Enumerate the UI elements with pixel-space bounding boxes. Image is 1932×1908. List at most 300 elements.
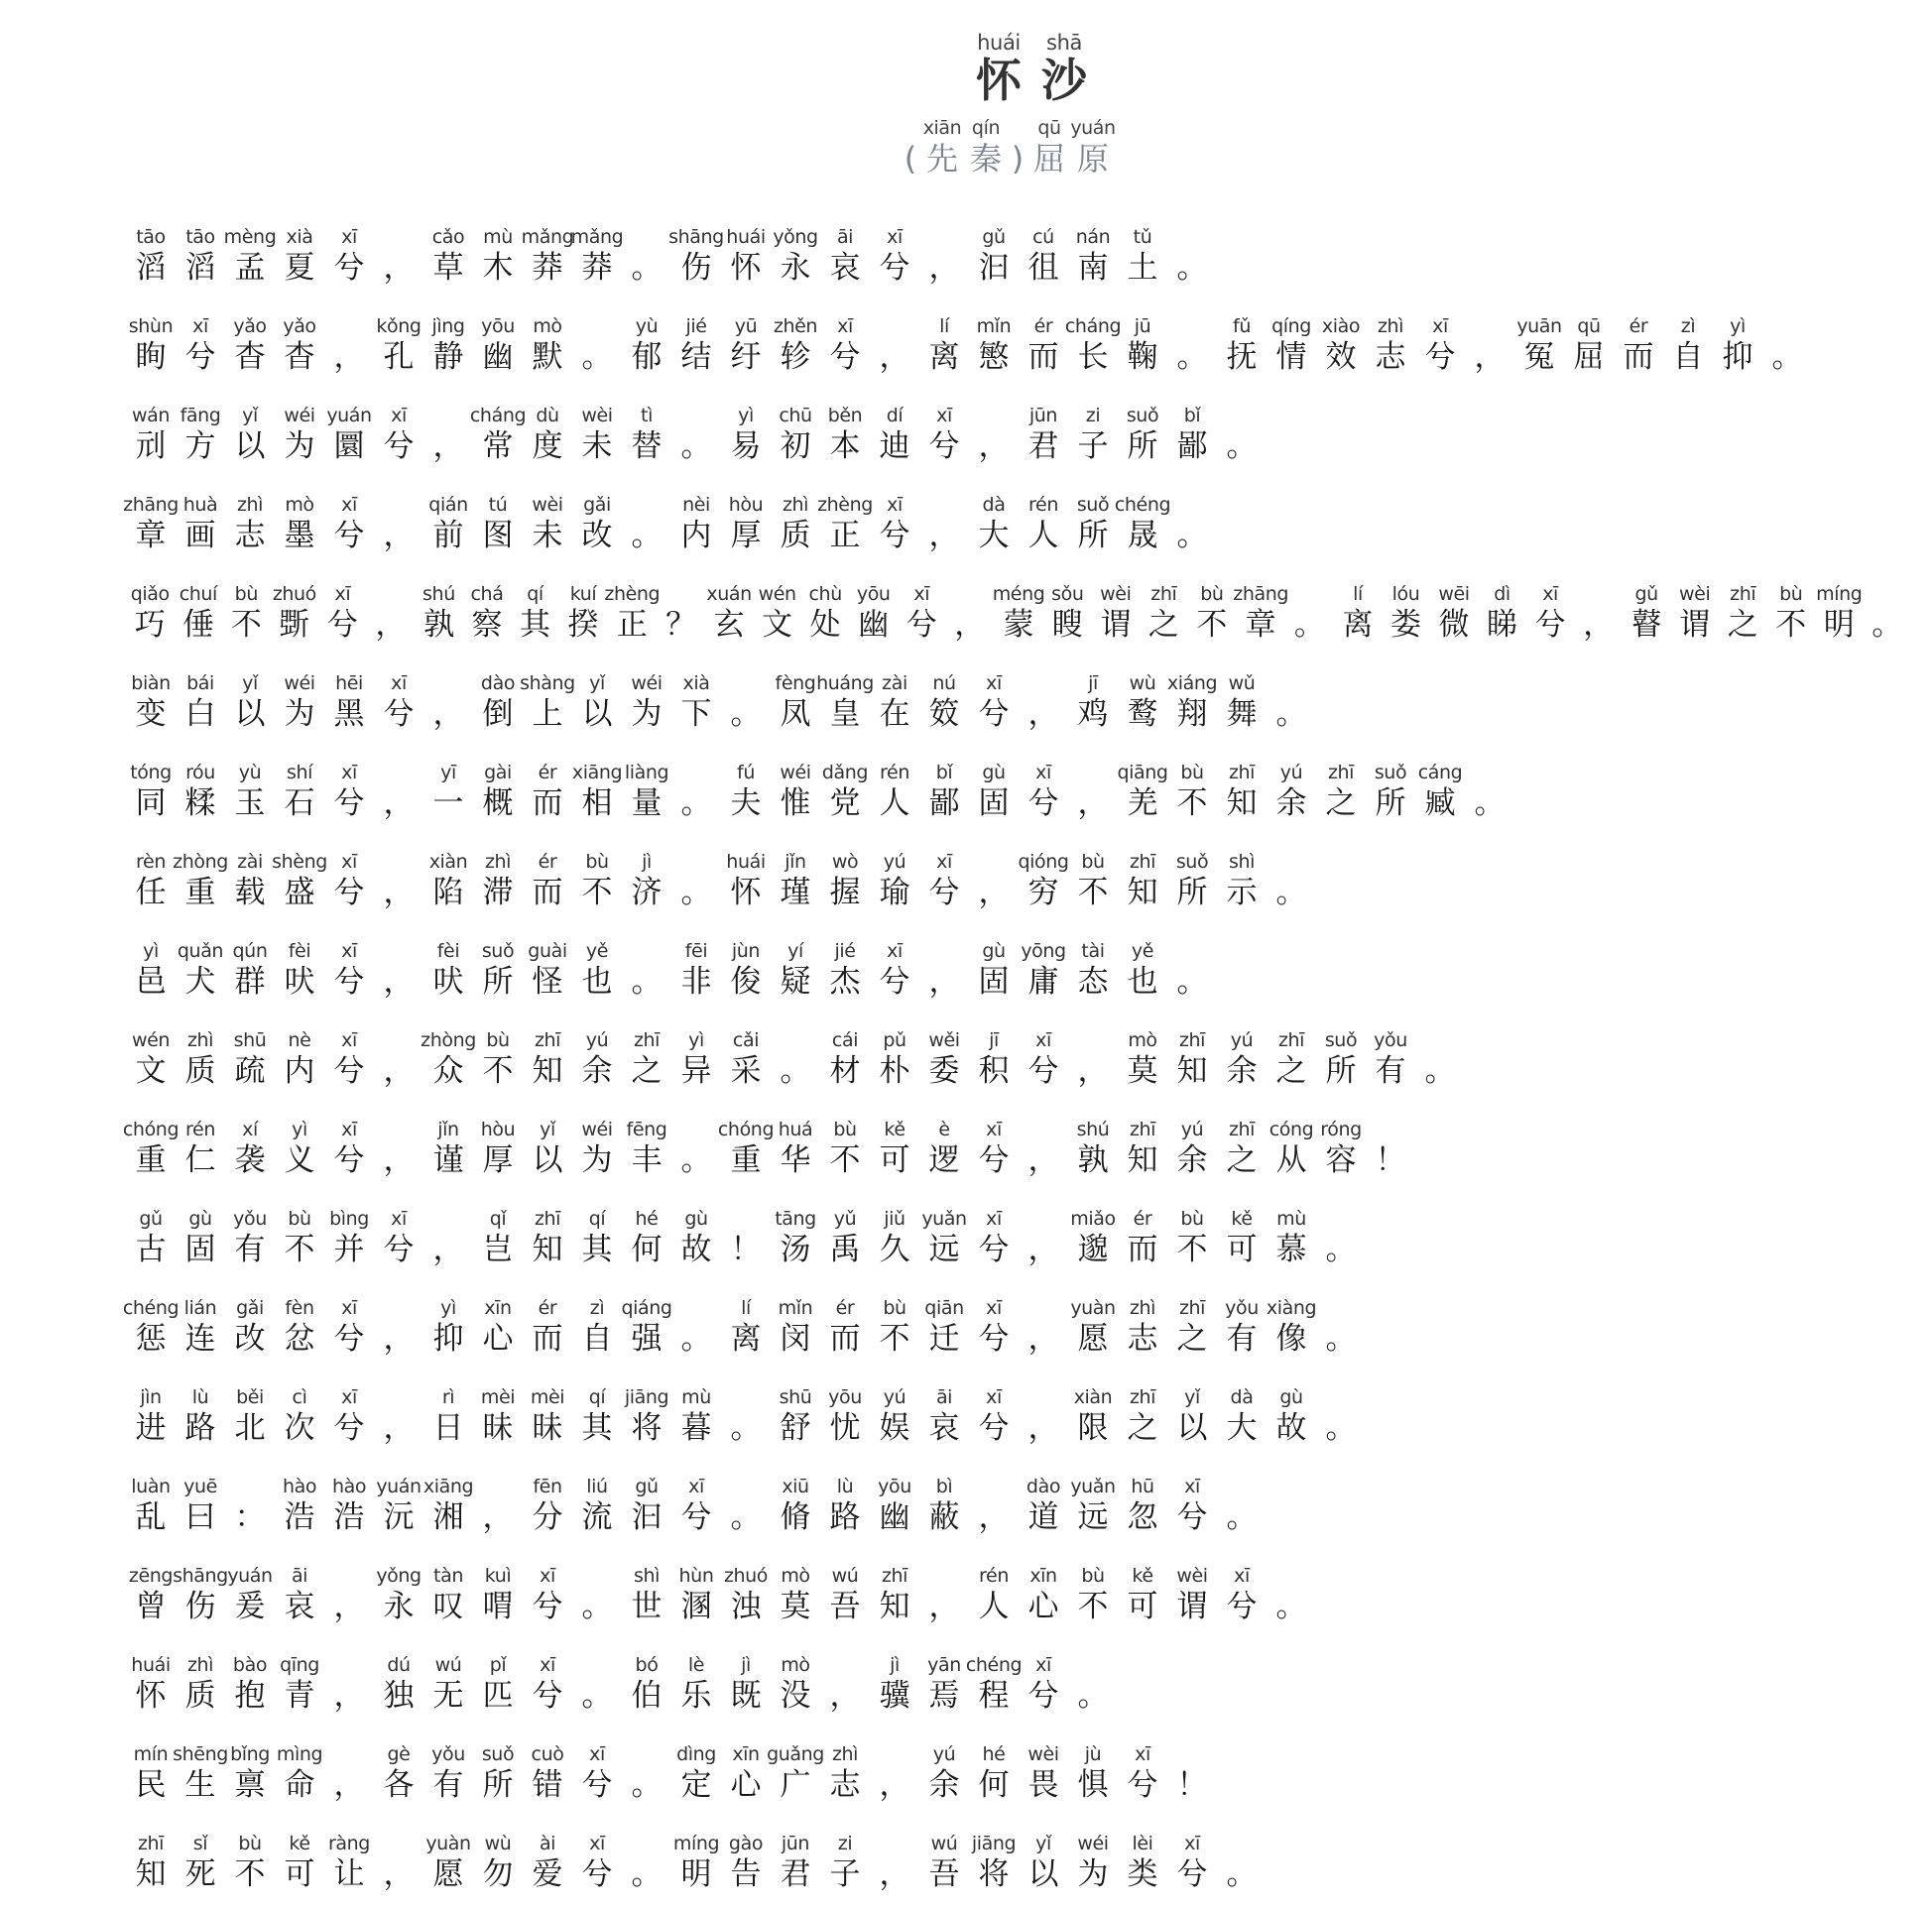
punctuation: 。 [1275, 696, 1307, 732]
character-unit [969, 1119, 1019, 1180]
hanzi: 兮 [333, 875, 365, 910]
pinyin: bù [238, 1833, 262, 1854]
hanzi: 墨 [284, 518, 315, 553]
pinyin: rèn [136, 851, 166, 873]
pinyin: wǔ [1228, 672, 1256, 694]
character-unit [1031, 32, 1097, 107]
character-unit [122, 1297, 180, 1359]
pinyin: jiāng [624, 1386, 669, 1408]
character-unit [919, 1654, 969, 1716]
pinyin: wéi [284, 672, 315, 694]
pinyin: mò [781, 1654, 810, 1676]
character-unit [969, 226, 1019, 288]
character-unit [1118, 405, 1167, 466]
character-unit [820, 1386, 870, 1448]
character-unit [374, 1565, 423, 1626]
character-unit [671, 405, 721, 466]
hanzi: 人 [879, 785, 910, 821]
hanzi: 重 [730, 1142, 762, 1178]
character-unit [1008, 117, 1027, 179]
hanzi: 兮 [333, 1321, 365, 1357]
hanzi: 莫 [780, 1589, 811, 1624]
character-unit [511, 583, 559, 645]
character-unit [126, 851, 176, 912]
character-unit [969, 1743, 1019, 1805]
pinyin: wèi [1176, 1565, 1208, 1587]
pinyin: zhì [186, 1029, 214, 1051]
character-unit [572, 1743, 622, 1805]
character-unit [324, 1565, 374, 1626]
pinyin: yě [585, 940, 609, 962]
character-unit [919, 851, 969, 912]
character-unit [523, 851, 572, 912]
pinyin: mìng [276, 1743, 323, 1765]
hanzi: 郁 [631, 339, 663, 375]
hanzi: 浩 [284, 1499, 315, 1535]
pinyin: huái [726, 226, 766, 248]
character-unit [374, 1297, 423, 1359]
character-unit [1019, 1029, 1068, 1091]
character-unit [1614, 315, 1663, 377]
pinyin: tài [1081, 940, 1105, 962]
character-unit [1415, 1029, 1465, 1091]
hanzi: 为 [284, 696, 315, 732]
character-unit [122, 1119, 180, 1180]
hanzi: 鹜 [1127, 696, 1158, 732]
pinyin: qí [588, 1208, 606, 1230]
hanzi: 分 [532, 1499, 563, 1535]
punctuation: 。 [1275, 875, 1307, 910]
character-unit [523, 1743, 572, 1805]
pinyin: zhī [1178, 1029, 1206, 1051]
hanzi: 伯 [631, 1678, 663, 1714]
character-unit [919, 762, 969, 823]
character-unit [126, 672, 176, 734]
character-unit [721, 226, 771, 288]
character-unit [1167, 851, 1217, 912]
character-unit [324, 762, 374, 823]
pinyin: xī [540, 1654, 555, 1676]
hanzi: 量 [631, 785, 663, 821]
character-unit [473, 1208, 523, 1269]
pinyin: xiāng [423, 1476, 474, 1497]
hanzi: 兮 [978, 1410, 1010, 1446]
character-unit [771, 1386, 820, 1448]
hanzi: 知 [135, 1856, 167, 1892]
character-unit [1267, 1208, 1316, 1269]
character-unit [423, 1654, 473, 1716]
pinyin: qún [232, 940, 268, 962]
hanzi: 倕 [182, 607, 214, 643]
pinyin: bù [1200, 583, 1224, 605]
character-unit [463, 583, 512, 645]
hanzi: 孔 [383, 339, 415, 375]
pinyin: suǒ [1126, 405, 1159, 426]
hanzi: 未 [532, 518, 563, 553]
hanzi: 既 [730, 1678, 762, 1714]
hanzi: 刓 [135, 428, 167, 464]
hanzi: 忽 [1127, 1499, 1158, 1535]
pinyin: zhuó [272, 583, 316, 605]
pinyin: yì [292, 1119, 307, 1140]
punctuation: ， [383, 964, 415, 1000]
character-unit [324, 1119, 374, 1180]
header [0, 32, 1932, 179]
pinyin: suǒ [1324, 1029, 1358, 1051]
hanzi: 爰 [234, 1589, 266, 1624]
hanzi: 为 [284, 428, 315, 464]
punctuation: ， [383, 518, 415, 553]
punctuation: 。 [1474, 785, 1506, 821]
pinyin: yì [143, 940, 159, 962]
pinyin: xī [341, 940, 357, 962]
hanzi: 将 [978, 1856, 1010, 1892]
pinyin: yōu [856, 583, 891, 605]
punctuation: ， [432, 1232, 464, 1267]
pinyin: xī [1432, 315, 1448, 337]
character-unit [1068, 1208, 1118, 1269]
character-unit [1064, 315, 1122, 377]
punctuation: 。 [1771, 339, 1803, 375]
character-unit [820, 1029, 870, 1091]
pinyin: wéi [284, 405, 315, 426]
hanzi: 采 [730, 1053, 762, 1089]
character-unit [622, 1565, 671, 1626]
character-unit [1233, 583, 1289, 645]
poem-line [122, 1091, 1911, 1180]
hanzi: 舞 [1226, 696, 1258, 732]
character-unit [572, 851, 622, 912]
pinyin: qiāng [1117, 762, 1168, 783]
character-unit [870, 1119, 919, 1180]
hanzi: 日 [432, 1410, 464, 1446]
pinyin: gù [1279, 1386, 1303, 1408]
pinyin: xī [391, 405, 407, 426]
poem-line [126, 1626, 1911, 1716]
hanzi: 丰 [631, 1142, 663, 1178]
character-unit [820, 226, 870, 288]
character-unit [126, 1654, 176, 1716]
character-unit [919, 1297, 969, 1359]
character-unit [225, 1654, 275, 1716]
pinyin: tàn [433, 1565, 463, 1587]
character-unit [771, 1119, 820, 1180]
character-unit [870, 315, 919, 377]
character-unit [753, 583, 801, 645]
hanzi: 久 [879, 1232, 910, 1267]
character-unit [721, 1297, 771, 1359]
hanzi: 青 [284, 1678, 315, 1714]
pinyin: yuán [376, 1476, 422, 1497]
hanzi: 仁 [184, 1142, 216, 1178]
character-unit [1267, 1297, 1316, 1359]
pinyin: zhì [1129, 1297, 1156, 1319]
character-unit [898, 583, 946, 645]
hanzi: 兮 [1176, 1856, 1208, 1892]
hanzi: 微 [1438, 607, 1470, 643]
character-unit [721, 1386, 771, 1448]
hanzi: 离 [730, 1321, 762, 1357]
hanzi: 而 [532, 1321, 563, 1357]
pinyin: bù [486, 1029, 510, 1051]
hanzi: 固 [978, 964, 1010, 1000]
character-unit [870, 1476, 919, 1537]
pinyin: bù [1081, 1565, 1105, 1587]
pinyin: rén [185, 1119, 215, 1140]
hanzi: 大 [1226, 1410, 1258, 1446]
hanzi: 孟 [234, 250, 266, 286]
character-unit [969, 494, 1019, 555]
hanzi: 冤 [1523, 339, 1555, 375]
hanzi: 娱 [879, 1410, 910, 1446]
pinyin: shì [1228, 851, 1256, 873]
pinyin: ài [539, 1833, 556, 1854]
hanzi: 晟 [1127, 518, 1158, 553]
pinyin: jūn [1028, 405, 1058, 426]
character-unit [771, 1208, 820, 1269]
hanzi: 鸡 [1077, 696, 1109, 732]
pinyin: wéi [631, 672, 663, 694]
poem-line [123, 466, 1911, 555]
character-unit [1068, 672, 1118, 734]
pinyin: wù [1129, 672, 1156, 694]
character-unit [324, 405, 374, 466]
hanzi: 幽 [482, 339, 514, 375]
hanzi: 知 [1127, 1142, 1158, 1178]
character-unit [919, 1833, 969, 1894]
character-unit [820, 315, 870, 377]
character-unit [721, 1833, 771, 1894]
character-unit [1118, 851, 1167, 912]
pinyin: fēng [626, 1119, 667, 1140]
pinyin: jié [685, 315, 707, 337]
character-unit [1019, 672, 1068, 734]
hanzi: 慜 [978, 339, 1010, 375]
character-unit [771, 1029, 820, 1091]
pinyin: huái [726, 851, 766, 873]
pinyin: huà [182, 494, 218, 516]
pinyin: lí [1353, 583, 1363, 605]
hanzi: 兮 [383, 696, 415, 732]
character-unit [771, 1476, 820, 1537]
character-unit [870, 1833, 919, 1894]
pinyin: fēn [533, 1476, 562, 1497]
character-unit [176, 1654, 225, 1716]
character-unit [272, 851, 327, 912]
character-unit [1019, 1833, 1068, 1894]
hanzi: 莽 [581, 250, 613, 286]
pinyin: āi [935, 1386, 953, 1408]
punctuation: ， [383, 875, 415, 910]
hanzi: 秦 [969, 140, 1002, 178]
hanzi: 蔽 [928, 1499, 960, 1535]
pinyin: wèi [1679, 583, 1711, 605]
pinyin: cì [292, 1386, 307, 1408]
hanzi: 邈 [1077, 1232, 1109, 1267]
hanzi: 人 [1027, 518, 1059, 553]
hanzi: 不 [879, 1321, 910, 1357]
character-unit [901, 117, 920, 179]
hanzi: 结 [680, 339, 712, 375]
character-unit [1068, 1654, 1118, 1716]
hanzi: 也 [1127, 964, 1158, 1000]
pinyin: gǔ [635, 1476, 659, 1497]
hanzi: 庸 [1027, 964, 1059, 1000]
hanzi: 杳 [284, 339, 315, 375]
character-unit [721, 1565, 771, 1626]
pinyin: bào [232, 1654, 268, 1676]
pinyin: chuí [179, 583, 217, 605]
character-unit [767, 1743, 824, 1805]
character-unit [523, 1833, 572, 1894]
hanzi: 滔 [135, 250, 167, 286]
character-unit [523, 762, 572, 823]
punctuation: 。 [581, 1678, 613, 1714]
hanzi: 曰 [184, 1499, 216, 1535]
character-unit [1514, 315, 1564, 377]
character-unit [969, 405, 1019, 466]
character-unit [671, 1208, 721, 1269]
character-unit [225, 405, 275, 466]
punctuation: 。 [1293, 607, 1325, 643]
pinyin: yǐ [540, 1119, 555, 1140]
hanzi: 兮 [879, 250, 910, 286]
character-unit [176, 1297, 225, 1359]
character-unit [523, 1029, 572, 1091]
pinyin: biàn [131, 672, 171, 694]
hanzi: 兮 [1176, 1499, 1208, 1535]
hanzi: 乱 [135, 1499, 167, 1535]
character-unit [275, 1119, 324, 1180]
hanzi: 离 [1342, 607, 1374, 643]
pinyin: bái [186, 672, 214, 694]
hanzi: 委 [928, 1053, 960, 1089]
character-unit [1366, 1119, 1415, 1180]
punctuation: ， [1077, 785, 1109, 821]
hanzi: 质 [184, 1678, 216, 1714]
hanzi: 曾 [135, 1589, 167, 1624]
pinyin: míng [1816, 583, 1863, 605]
pinyin: yì [1730, 315, 1746, 337]
pinyin: kě [289, 1833, 310, 1854]
hanzi: 限 [1077, 1410, 1109, 1446]
pinyin: chū [779, 405, 812, 426]
hanzi: 愿 [432, 1856, 464, 1892]
pinyin: xī [391, 672, 407, 694]
poem-line [126, 1537, 1911, 1626]
character-unit [771, 762, 820, 823]
pinyin: xuán [706, 583, 752, 605]
character-unit [324, 1476, 374, 1537]
character-unit [622, 762, 671, 823]
pinyin: fèn [285, 1297, 314, 1319]
pinyin: tāng [775, 1208, 816, 1230]
character-unit [572, 1654, 622, 1716]
hanzi: 路 [184, 1410, 216, 1446]
pinyin: gù [188, 1208, 212, 1230]
hanzi: 远 [928, 1232, 960, 1267]
pinyin: kǒng [376, 315, 422, 337]
character-unit [622, 1833, 671, 1894]
pinyin: mò [285, 494, 314, 516]
character-unit [1366, 1029, 1415, 1091]
hanzi: 在 [879, 696, 910, 732]
character-unit [225, 762, 275, 823]
character-unit [969, 672, 1019, 734]
character-unit [225, 1386, 275, 1448]
character-unit [671, 672, 721, 734]
hanzi: 惧 [1077, 1767, 1109, 1803]
pinyin: jiǔ [884, 1208, 906, 1230]
character-unit [1019, 1297, 1068, 1359]
character-unit [275, 940, 324, 1002]
character-unit [423, 1565, 473, 1626]
pinyin: yǒng [773, 226, 818, 248]
character-unit [771, 1654, 820, 1716]
hanzi: 志 [1375, 339, 1406, 375]
pinyin: nèi [682, 494, 710, 516]
pinyin: xī [341, 1297, 357, 1319]
character-unit [721, 1654, 771, 1716]
pinyin: lù [836, 1476, 854, 1497]
punctuation: 。 [631, 1767, 663, 1803]
hanzi: 不 [581, 875, 613, 910]
hanzi: 吾 [928, 1856, 960, 1892]
character-unit [176, 1386, 225, 1448]
character-unit [622, 1743, 671, 1805]
hanzi: 兮 [383, 1232, 415, 1267]
pinyin: wéi [780, 762, 811, 783]
pinyin: qǐ [489, 1208, 507, 1230]
pinyin: qū [1037, 117, 1061, 139]
pinyin: zhòng [421, 1029, 476, 1051]
character-unit [225, 940, 275, 1002]
hanzi: 瑜 [879, 875, 910, 910]
hanzi: 屈 [1032, 140, 1065, 178]
character-unit [622, 1029, 671, 1091]
hanzi: 察 [471, 607, 503, 643]
hanzi: 故 [680, 1232, 712, 1267]
character-unit [1217, 1565, 1267, 1626]
hanzi: 永 [780, 250, 811, 286]
hanzi: 知 [1176, 1053, 1208, 1089]
character-unit [1167, 315, 1217, 377]
character-unit [1068, 1565, 1118, 1626]
character-unit [423, 851, 473, 912]
pinyin: suǒ [1374, 762, 1407, 783]
punctuation: ， [432, 696, 464, 732]
character-unit [473, 672, 523, 734]
hanzi: 暮 [680, 1410, 712, 1446]
hanzi: 容 [1325, 1142, 1357, 1178]
hanzi: 重 [135, 1142, 167, 1178]
pinyin: mèi [480, 1386, 516, 1408]
hanzi: 而 [1127, 1232, 1158, 1267]
pinyin: yǎo [233, 315, 267, 337]
pinyin: dù [536, 405, 559, 426]
hanzi: 禹 [829, 1232, 861, 1267]
character-unit [572, 1297, 622, 1359]
pinyin: yuān [1516, 315, 1562, 337]
hanzi: 道 [1027, 1499, 1059, 1535]
character-unit [1118, 1476, 1167, 1537]
pinyin: xī [341, 1386, 357, 1408]
character-unit [1316, 1208, 1366, 1269]
pinyin: xī [986, 1208, 1002, 1230]
pinyin: guài [528, 940, 567, 962]
hanzi: 知 [1226, 785, 1258, 821]
punctuation: ， [829, 1678, 861, 1714]
